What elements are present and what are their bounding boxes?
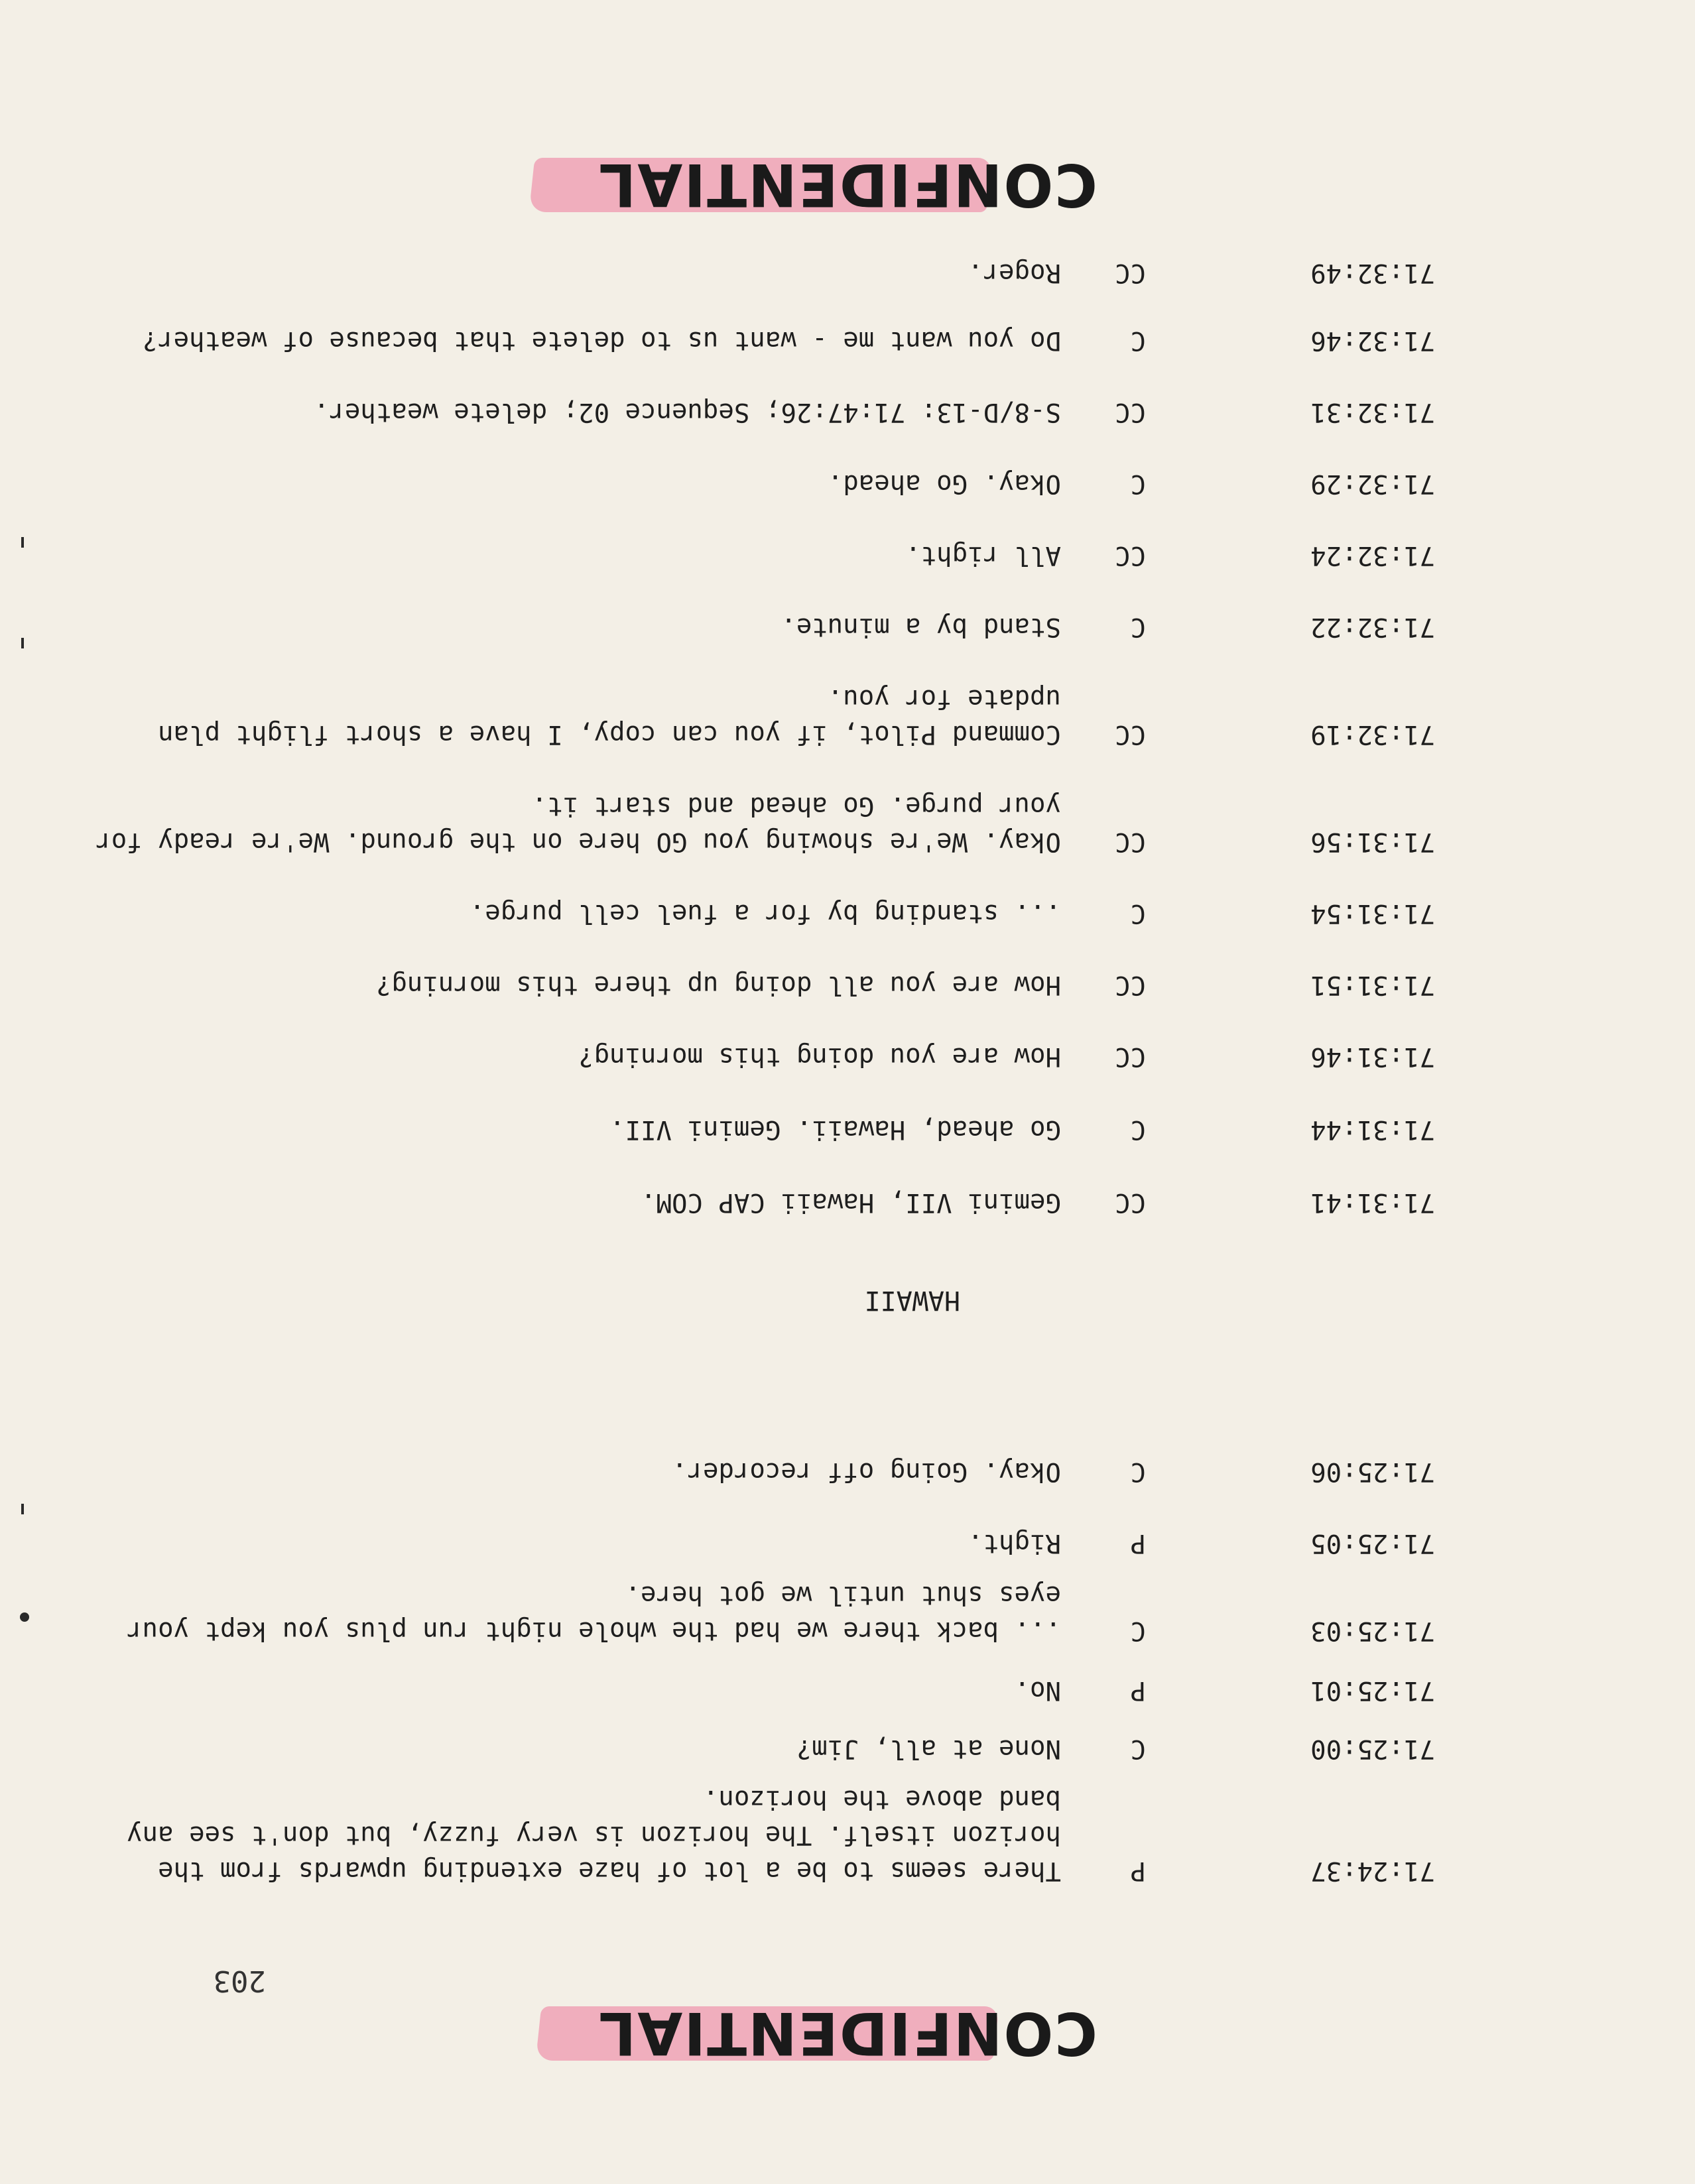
entry-speaker: CC: [1115, 719, 1146, 749]
page-number: 203: [213, 1964, 266, 1998]
entry-speaker: P: [1130, 1528, 1146, 1558]
section-heading: HAWAII: [864, 1285, 960, 1315]
entry-text: Roger.: [968, 258, 1061, 288]
entry-time: 71:31:41: [1310, 1187, 1435, 1217]
entry-time: 71:32:24: [1310, 540, 1435, 570]
entry-text: Go ahead, Hawaii. Gemini VII.: [609, 1115, 1061, 1144]
entry-speaker: CC: [1115, 1187, 1146, 1217]
margin-mark: [21, 638, 24, 648]
entry-speaker: C: [1130, 1616, 1146, 1646]
entry-speaker: CC: [1115, 540, 1146, 570]
entry-text: There seems to be a lot of haze extending upwards from the horizon itself. The horizon is very fuzzy, but don't see any band above the horizon.: [111, 1784, 1061, 1886]
entry-speaker: P: [1130, 1675, 1146, 1705]
entry-text: Gemini VII, Hawaii CAP COM.: [641, 1187, 1061, 1217]
entry-text: How are you doing this morning?: [578, 1042, 1061, 1071]
stamp-text: CONFIDENTIAL: [597, 1999, 1098, 2067]
entry-time: 71:25:00: [1310, 1734, 1435, 1764]
entry-speaker: C: [1130, 1734, 1146, 1764]
entry-text: S-8/D-13: 71:47:26; Sequence 02; delete weather.: [313, 397, 1061, 427]
entry-speaker: CC: [1115, 397, 1146, 427]
entry-speaker: CC: [1115, 258, 1146, 288]
entry-time: 71:32:46: [1310, 326, 1435, 355]
entry-time: 71:24:37: [1310, 1856, 1435, 1886]
entry-speaker: C: [1130, 326, 1146, 355]
entry-speaker: CC: [1115, 970, 1146, 1000]
confidential-stamp-top: [0, 1997, 1695, 2070]
entry-text: ... standing by for a fuel cell purge.: [469, 898, 1061, 928]
entry-speaker: C: [1130, 612, 1146, 642]
entry-time: 71:31:56: [1310, 827, 1435, 857]
margin-mark: [21, 1504, 24, 1514]
entry-speaker: C: [1130, 1115, 1146, 1144]
entry-text: Okay. Going off recorder.: [672, 1457, 1061, 1486]
entry-time: 71:31:54: [1310, 898, 1435, 928]
entry-text: Stand by a minute.: [781, 612, 1061, 642]
entry-text: Command Pilot, if you can copy, I have a short flight plan update for you.: [142, 684, 1061, 749]
entry-speaker: CC: [1115, 827, 1146, 857]
entry-text: Okay. We're showing you GO here on the ground. We're ready for your purge. Go ahead and start it.: [80, 791, 1061, 857]
entry-time: 71:25:03: [1310, 1616, 1435, 1646]
entry-speaker: C: [1130, 1457, 1146, 1486]
margin-mark: [20, 1612, 29, 1622]
entry-time: 71:32:29: [1310, 469, 1435, 499]
entry-speaker: CC: [1115, 1042, 1146, 1071]
entry-text: All right.: [905, 540, 1061, 570]
stamp-text: CONFIDENTIAL: [597, 151, 1098, 219]
confidential-stamp-bottom: [0, 149, 1695, 221]
entry-time: 71:31:51: [1310, 970, 1435, 1000]
entry-speaker: C: [1130, 469, 1146, 499]
entry-text: None at all, Jim?: [796, 1734, 1061, 1764]
entry-text: Okay. Go ahead.: [827, 469, 1061, 499]
entry-time: 71:32:22: [1310, 612, 1435, 642]
entry-speaker: C: [1130, 898, 1146, 928]
entry-text: Do you want me - want us to delete that because of weather?: [142, 326, 1061, 355]
entry-speaker: P: [1130, 1856, 1146, 1886]
entry-time: 71:32:49: [1310, 258, 1435, 288]
entry-text: No.: [1014, 1675, 1061, 1705]
entry-text: ... back there we had the whole night run plus you kept your eyes shut until we got here.: [111, 1580, 1061, 1646]
entry-time: 71:31:44: [1310, 1115, 1435, 1144]
entry-text: How are you all doing up there this morning?: [375, 970, 1061, 1000]
entry-time: 71:32:31: [1310, 397, 1435, 427]
entry-time: 71:25:01: [1310, 1675, 1435, 1705]
entry-time: 71:32:19: [1310, 719, 1435, 749]
entry-time: 71:31:46: [1310, 1042, 1435, 1071]
entry-time: 71:25:05: [1310, 1528, 1435, 1558]
entry-text: Right.: [968, 1528, 1061, 1558]
margin-mark: [21, 537, 24, 548]
entry-time: 71:25:06: [1310, 1457, 1435, 1486]
